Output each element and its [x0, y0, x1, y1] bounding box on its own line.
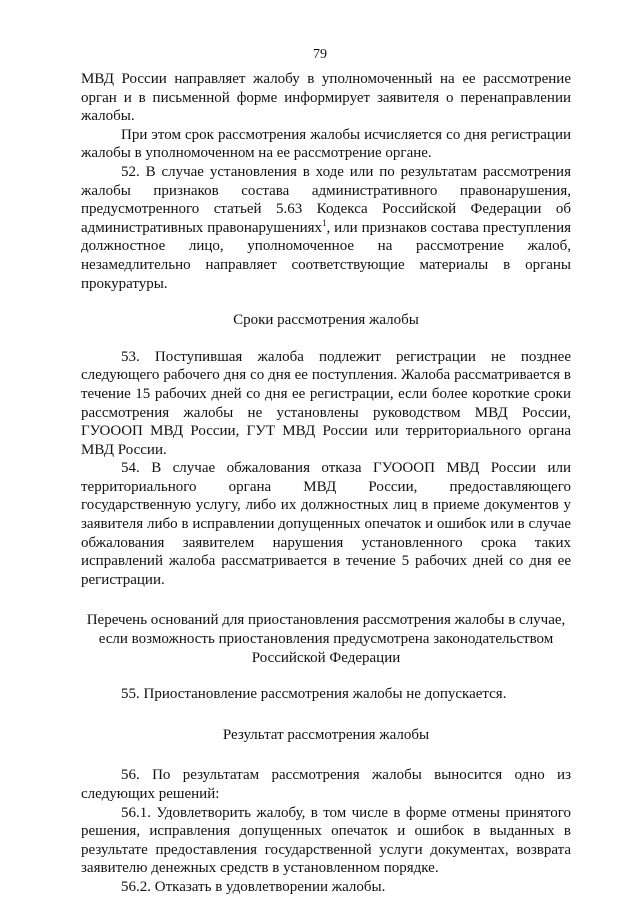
paragraph-52-text-b: , или признаков состава преступления должностное лицо, уполномоченное на рассмотрение жалоб, незамедлительно направляет соответствующие материалы в органы прокуратуры. [81, 219, 571, 292]
paragraph-53: 53. Поступившая жалоба подлежит регистрации не позднее следующего рабочего дня со дня ее поступления. Жалоба рассматривается в течение 15 рабочих дней со дня ее регистрации, если более короткие сроки рассмотрения жалобы не установлены руководством МВД России, ГУОООП МВД России, ГУТ МВД России или территориального органа МВД России. [81, 348, 571, 458]
document-body [81, 70, 571, 897]
section-heading-terms: Сроки рассмотрения жалобы [233, 312, 419, 329]
section-heading-suspension: Перечень оснований для приостановления рассмотрения жалобы в случае, если возможность приостановления предусмотрена законодательством Российской Федерации [86, 612, 566, 666]
page-number: 79 [313, 47, 327, 62]
paragraph-56-2: 56.2. Отказать в удовлетворении жалобы. [121, 878, 386, 895]
paragraph-term-start: При этом срок рассмотрения жалобы исчисляется со дня регистрации жалобы в уполномоченном на ее рассмотрение органе. [81, 126, 571, 162]
paragraph-52-text-a: 52. В случае установления в ходе или по результатам рассмотрения жалобы признаков состава административного правонарушения, предусмотренного статьей 5.63 Кодекса Российской Федерации об административных правонарушениях [81, 163, 571, 236]
paragraph-55: 55. Приостановление рассмотрения жалобы не допускается. [121, 686, 507, 703]
footnote-marker: 1 [322, 217, 327, 228]
paragraph-56-1: 56.1. Удовлетворить жалобу, в том числе в форме отмены принятого решения, исправления допущенных опечаток и ошибок в выданных в результате предоставления государственной услуги документах, возврата заявителю денежных средств в установленном порядке. [81, 804, 571, 877]
paragraph-56: 56. По результатам рассмотрения жалобы выносится одно из следующих решений: [81, 767, 571, 802]
paragraph-52 [81, 163, 571, 293]
section-heading-result: Результат рассмотрения жалобы [222, 726, 430, 743]
paragraph-54: 54. В случае обжалования отказа ГУОООП МВД России или территориального органа МВД России, предоставляющего государственную услугу, либо их должностных лиц в приеме документов у заявителя либо в исправлении допущенных опечаток и ошибок или в случае обжалования заявителем нарушения установленного срока таких исправлений жалоба рассматривается в течение 5 рабочих дней со дня ее регистрации. [81, 460, 571, 588]
paragraph-redirect: МВД России направляет жалобу в уполномоченный на ее рассмотрение орган и в письменной форме информирует заявителя о перенаправлении жалобы. [81, 71, 571, 125]
